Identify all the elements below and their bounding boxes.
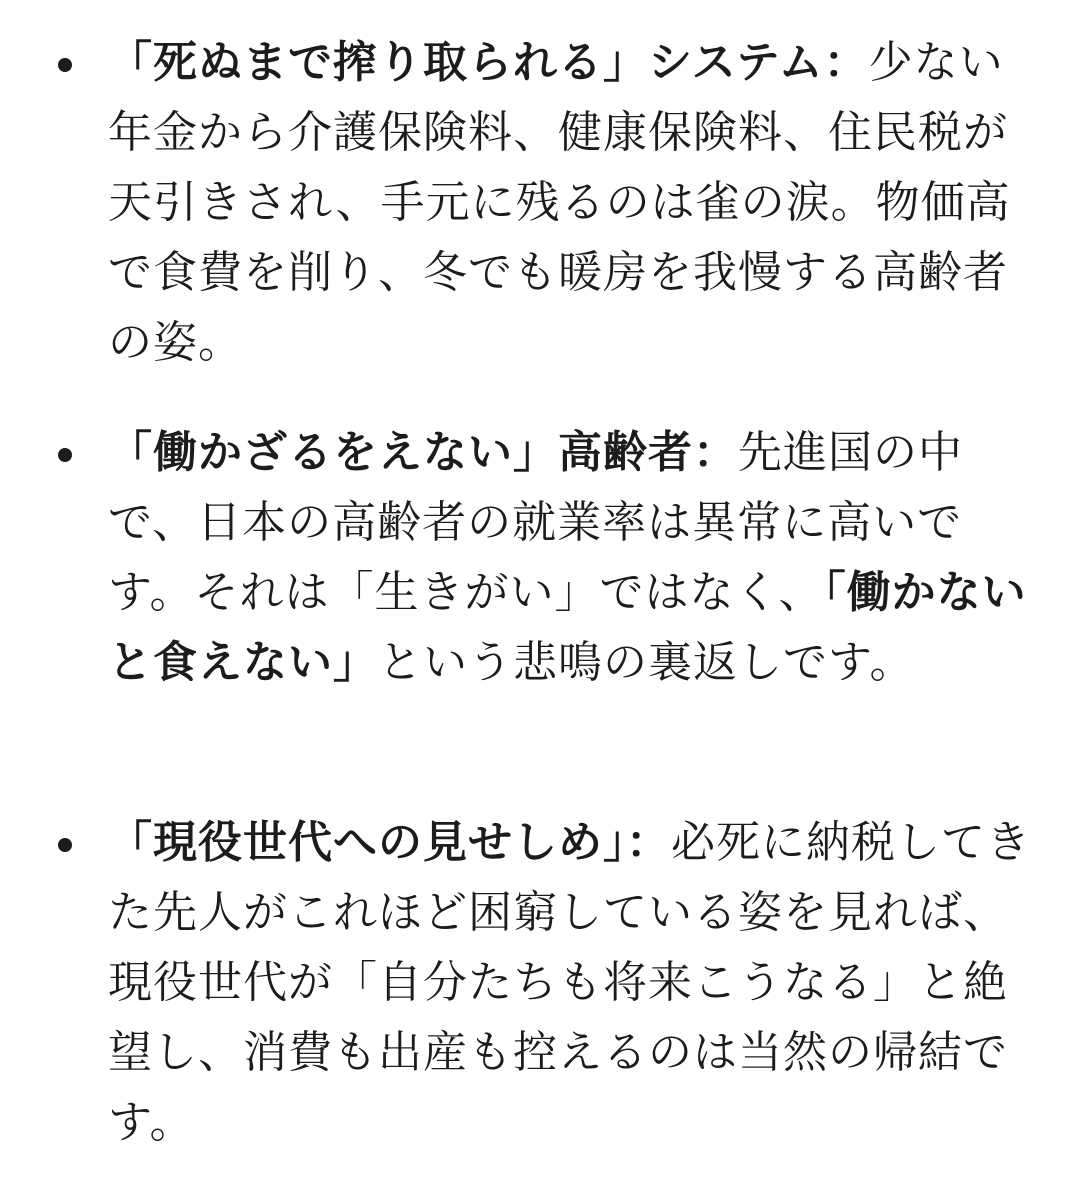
list-item-text [108, 418, 1038, 698]
item-separator: ： [626, 817, 671, 868]
item-separator: ： [693, 427, 738, 478]
list-item-text [108, 28, 1038, 378]
item-body: 少ない年金から介護保険料、健康保険料、住民税が天引きされ、手元に残るのは雀の涙。物価高で食費を削り、冬でも暖房を我慢する高齢者の姿。 [108, 37, 1011, 368]
item-separator: ： [823, 37, 869, 88]
item-body: 先進国の中で、日本の高齢者の就業率は異常に高いです。それは「生きがい」ではなく、 [108, 427, 963, 618]
item-heading: 「現役世代への見せしめ」 [108, 817, 626, 868]
bullet-dot-icon [58, 448, 72, 462]
item-body: 必死に納税してきた先人がこれほど困窮している姿を見れば、現役世代が「自分たちも将来こうなる」と絶望し、消費も出産も控えるのは当然の帰結です。 [108, 817, 1031, 1148]
item-heading: 「働かざるをえない」高齢者 [108, 427, 693, 478]
item-body: という悲鳴の裏返しです。 [378, 637, 915, 688]
item-heading: 「死ぬまで搾り取られる」システム [108, 37, 824, 88]
list-item-text [108, 808, 1038, 1158]
bullet-dot-icon [58, 838, 72, 852]
bullet-dot-icon [58, 58, 72, 72]
item-body-emphasis: 「働かないと食えない」 [108, 567, 1027, 688]
